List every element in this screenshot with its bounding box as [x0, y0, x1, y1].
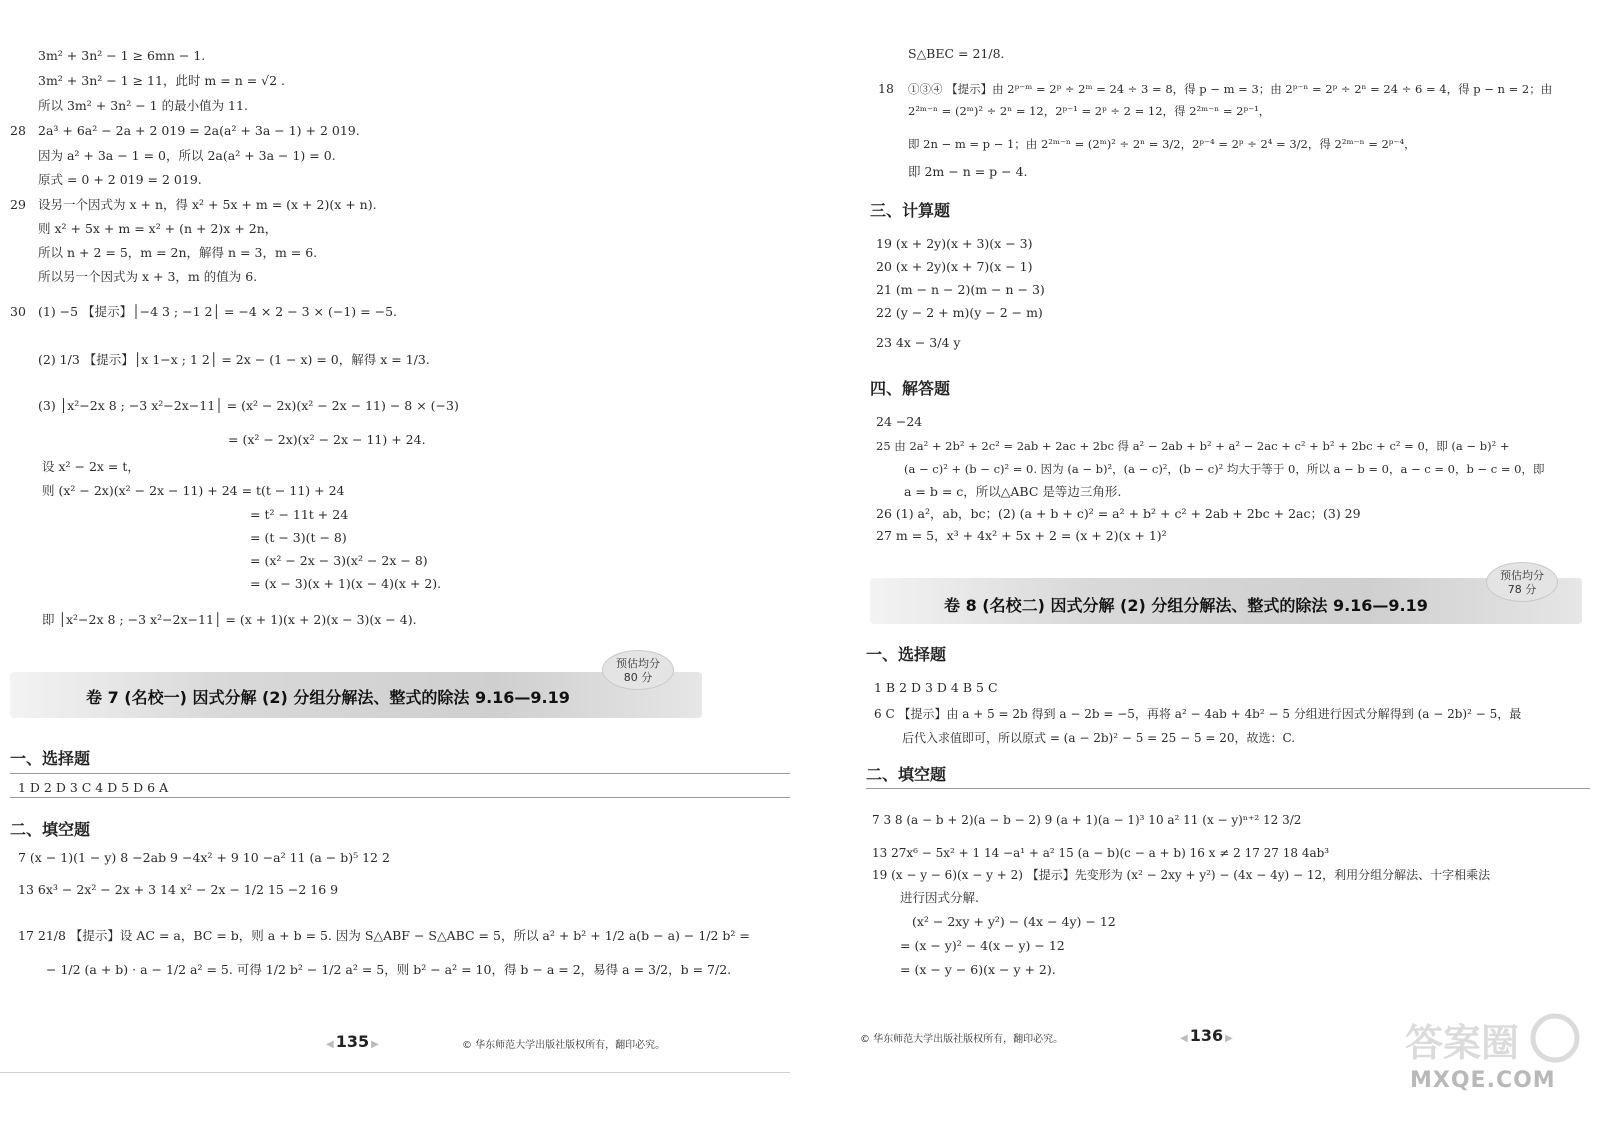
question-number: 29 — [10, 197, 26, 212]
watermark-logo — [1405, 1010, 1585, 1110]
answer-line: (2) 1/3 【提示】│x 1−x ; 1 2│ = 2x − (1 − x) = 0，解得 x = 1/3. — [38, 352, 430, 367]
solve-answer: 24 −24 — [876, 414, 923, 429]
answer-line: 所以 3m² + 3n² − 1 的最小值为 11. — [38, 98, 248, 113]
answer-line: 所以 n + 2 = 5，m = 2n，解得 n = 3，m = 6. — [38, 245, 318, 260]
page-number: ◀ 135 ▶ — [326, 1032, 379, 1051]
answer-line: = (x − 3)(x + 1)(x − 4)(x + 2). — [250, 576, 442, 591]
solve-answer: 27 m = 5，x³ + 4x² + 5x + 2 = (x + 2)(x + 1)² — [876, 528, 1167, 543]
answer-line: 所以另一个因式为 x + 3，m 的值为 6. — [38, 269, 258, 284]
calc-answer: 20 (x + 2y)(x + 7)(x − 1) — [876, 259, 1033, 274]
answer-line: = t² − 11t + 24 — [250, 507, 349, 522]
calc-answer: 22 (y − 2 + m)(y − 2 − m) — [876, 305, 1043, 320]
right-page — [800, 0, 1600, 1127]
watermark-url: MXQE.COM — [1410, 1068, 1556, 1093]
answer-line: 即 2m − n = p − 4. — [908, 164, 1028, 179]
banner-title: 卷 7 (名校一) 因式分解 (2) 分组分解法、整式的除法 9.16—9.19 — [86, 688, 570, 707]
banner-title: 卷 8 (名校二) 因式分解 (2) 分组分解法、整式的除法 9.16—9.19 — [944, 596, 1428, 615]
badge-label: 预估均分 — [616, 657, 660, 670]
calc-answer: 23 4x − 3/4 y — [876, 335, 961, 350]
divider — [866, 788, 1590, 789]
section-heading: 三、计算题 — [870, 201, 951, 220]
answer-line: 即 │x²−2x 8 ; −3 x²−2x−11│ = (x + 1)(x + 2)(x − 3)(x − 4). — [42, 612, 417, 627]
answer-line: 原式 = 0 + 2 019 = 2 019. — [38, 172, 202, 187]
fill-answer-line: 17 21/8 【提示】设 AC = a，BC = b，则 a + b = 5. 因为 S△ABF − S△ABC = 5，所以 a² + b² + 1/2 a(b − a) − 1/2 b² = — [18, 928, 750, 943]
answer-line: 3m² + 3n² − 1 ≥ 11，此时 m = n = √2 . — [38, 73, 286, 88]
divider — [10, 797, 790, 798]
fill-answer-line: (x² − 2xy + y²) − (4x − 4y) − 12 — [912, 914, 1116, 929]
solve-answer: a = b = c，所以△ABC 是等边三角形. — [904, 484, 1122, 499]
score-badge — [602, 650, 674, 690]
fill-answer-line: − 1/2 (a + b) · a − 1/2 a² = 5. 可得 1/2 b² − 1/2 a² = 5，则 b² − a² = 10，得 b − a = 2，易得 a = 3/2，b = 7/2. — [46, 962, 732, 977]
fill-answer-line: 7 3 8 (a − b + 2)(a − b − 2) 9 (a + 1)(a − 1)³ 10 a² 11 (x − y)ⁿ⁺² 12 3/2 — [872, 813, 1302, 827]
copyright: © 华东师范大学出版社版权所有，翻印必究。 — [860, 1034, 1064, 1045]
answer-line: 2²ᵐ⁻ⁿ = (2ᵐ)² ÷ 2ⁿ = 12，2ᵖ⁻¹ = 2ᵖ ÷ 2 = 12，得 2²ᵐ⁻ⁿ = 2ᵖ⁻¹， — [908, 104, 1271, 118]
fill-answer-line: 13 27x⁶ − 5x² + 1 14 −a¹ + a² 15 (a − b)(c − a + b) 16 x ≠ 2 17 27 18 4ab³ — [872, 846, 1330, 860]
choice-answer-6: 6 C 【提示】由 a + 5 = 2b 得到 a − 2b = −5，再将 a² − 4ab + 4b² − 5 分组进行因式分解得到 (a − 2b)² − 5，最 — [874, 707, 1522, 721]
answer-line: 3m² + 3n² − 1 ≥ 6mn − 1. — [38, 48, 206, 63]
section-heading: 四、解答题 — [870, 379, 951, 398]
answer-line: 即 2n − m = p − 1；由 2²ᵐ⁻ⁿ = (2ᵐ)² ÷ 2ⁿ = 3/2，2ᵖ⁻⁴ = 2ᵖ ÷ 2⁴ = 3/2，得 2²ᵐ⁻ⁿ = 2ᵖ⁻⁴， — [908, 137, 1416, 151]
score-badge — [1486, 562, 1558, 602]
bottom-rule — [0, 1072, 790, 1073]
answer-line: = (x² − 2x)(x² − 2x − 11) + 24. — [228, 432, 426, 447]
choice-answer-6: 后代入求值即可，所以原式 = (a − 2b)² − 5 = 25 − 5 = 20，故选：C. — [902, 731, 1296, 745]
fill-answer-line: = (x − y)² − 4(x − y) − 12 — [900, 938, 1065, 953]
answer-line: ①③④ 【提示】由 2ᵖ⁻ᵐ = 2ᵖ ÷ 2ᵐ = 24 ÷ 3 = 8，得 p − m = 3；由 2ᵖ⁻ⁿ = 2ᵖ ÷ 2ⁿ = 24 ÷ 6 = 4，得 p − n = 2；由 — [908, 82, 1553, 96]
answer-line: 设另一个因式为 x + n，得 x² + 5x + m = (x + 2)(x + n). — [38, 197, 377, 212]
section-heading: 一、选择题 — [10, 749, 91, 768]
calc-answer: 21 (m − n − 2)(m − n − 3) — [876, 282, 1045, 297]
answer-line: 则 (x² − 2x)(x² − 2x − 11) + 24 = t(t − 11) + 24 — [42, 483, 345, 498]
section-heading: 一、选择题 — [866, 645, 947, 664]
badge-score: 80 分 — [623, 671, 653, 684]
answer-line: 设 x² − 2x = t， — [42, 459, 140, 474]
solve-answer: 25 由 2a² + 2b² + 2c² = 2ab + 2ac + 2bc 得 a² − 2ab + b² + a² − 2ac + c² + b² + 2bc + c² = 0，即 (a − b)² + — [876, 439, 1510, 453]
answer-line: S△BEC = 21/8. — [908, 46, 1005, 61]
choice-answers: 1 D 2 D 3 C 4 D 5 D 6 A — [18, 780, 169, 795]
answer-line: 2a³ + 6a² − 2a + 2 019 = 2a(a² + 3a − 1) + 2 019. — [38, 123, 360, 138]
answer-line: = (x² − 2x − 3)(x² − 2x − 8) — [250, 553, 428, 568]
badge-score: 78 分 — [1507, 583, 1537, 596]
fill-answer-line: 13 6x³ − 2x² − 2x + 3 14 x² − 2x − 1/2 15 −2 16 9 — [18, 882, 339, 897]
question-number: 30 — [10, 304, 26, 319]
badge-label: 预估均分 — [1500, 569, 1544, 582]
fill-answer-line: 7 (x − 1)(1 − y) 8 −2ab 9 −4x² + 9 10 −a² 11 (a − b)⁵ 12 2 — [18, 850, 390, 865]
answer-line: 因为 a² + 3a − 1 = 0，所以 2a(a² + 3a − 1) = 0. — [38, 148, 336, 163]
watermark-text: 答案圈 — [1405, 1021, 1520, 1065]
fill-answer-line: = (x − y − 6)(x − y + 2). — [900, 962, 1056, 977]
question-number: 18 — [878, 81, 894, 96]
section-heading: 二、填空题 — [866, 765, 947, 784]
answer-line: (3) │x²−2x 8 ; −3 x²−2x−11│ = (x² − 2x)(x² − 2x − 11) − 8 × (−3) — [38, 398, 459, 413]
divider — [10, 773, 790, 774]
section-heading: 二、填空题 — [10, 820, 91, 839]
answer-line: = (t − 3)(t − 8) — [250, 530, 347, 545]
answer-line: (1) −5 【提示】│−4 3 ; −1 2│ = −4 × 2 − 3 × (−1) = −5. — [38, 304, 398, 319]
fill-answer-line: 进行因式分解. — [900, 890, 979, 905]
solve-answer: 26 (1) a²，ab，bc；(2) (a + b + c)² = a² + b² + c² + 2ab + 2bc + 2ac；(3) 29 — [876, 506, 1361, 521]
copyright: © 华东师范大学出版社版权所有，翻印必究。 — [462, 1040, 666, 1051]
choice-answers: 1 B 2 D 3 D 4 B 5 C — [874, 680, 998, 695]
calc-answer: 19 (x + 2y)(x + 3)(x − 3) — [876, 236, 1033, 251]
answer-line: 则 x² + 5x + m = x² + (n + 2)x + 2n， — [38, 221, 278, 236]
solve-answer: (a − c)² + (b − c)² = 0. 因为 (a − b)²，(a − c)²，(b − c)² 均大于等于 0，所以 a − b = 0，a − c = 0，b − c = 0，即 — [904, 462, 1545, 476]
question-number: 28 — [10, 123, 26, 138]
fill-answer-line: 19 (x − y − 6)(x − y + 2) 【提示】先变形为 (x² − 2xy + y²) − (4x − 4y) − 12，利用分组分解法、十字相乘法 — [872, 868, 1491, 882]
page-number: ◀ 136 ▶ — [1180, 1026, 1233, 1045]
